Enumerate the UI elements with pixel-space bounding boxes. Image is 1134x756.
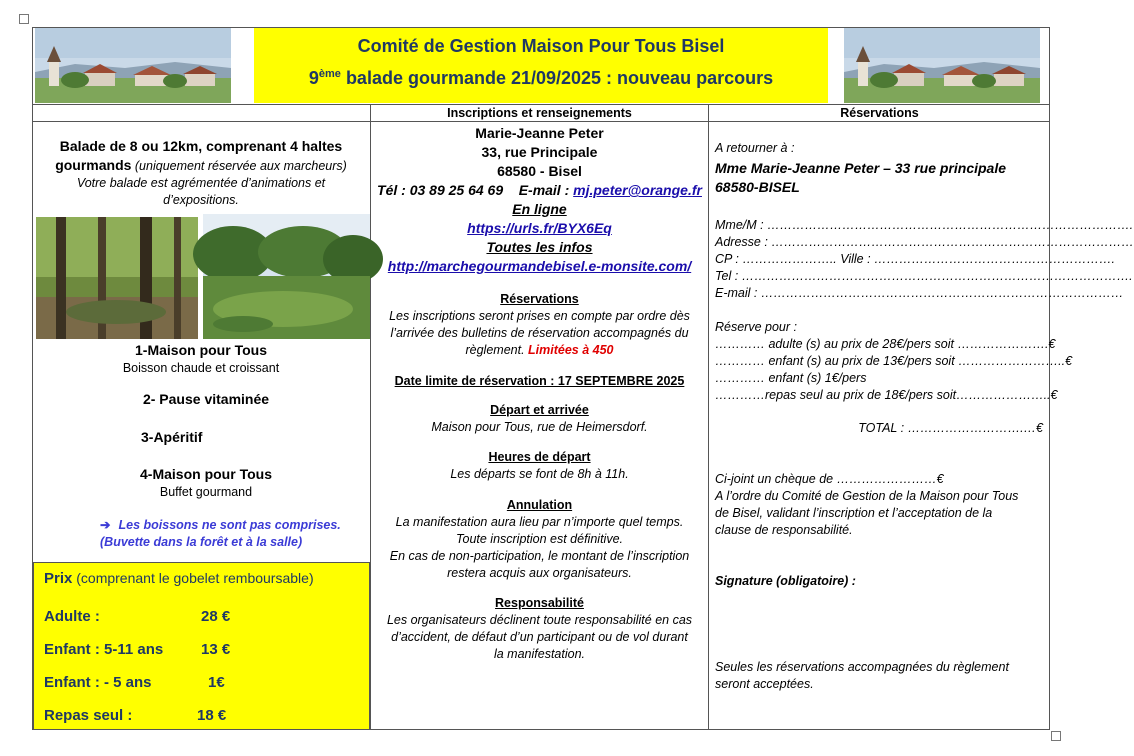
total-field[interactable]: TOTAL : ……………………….…€ bbox=[858, 421, 1043, 435]
name-field[interactable]: Mme/M : ……………………………………………………………………………. bbox=[715, 218, 1134, 232]
move-handle-icon[interactable] bbox=[19, 14, 29, 24]
header-divider bbox=[33, 104, 1050, 105]
small-child-quantity-field[interactable]: ………… enfant (s) 1€/pers bbox=[715, 371, 867, 385]
village-photo-right bbox=[844, 28, 1040, 103]
hours-info: Heures de départ Les départs se font de 8h à 11h. bbox=[450, 450, 629, 481]
drinks-note: ➔ Les boissons ne sont pas comprises. (Buvette dans la forêt et à la salle) bbox=[100, 518, 341, 549]
email-field[interactable]: E-mail : …………………………………………………………………………… bbox=[715, 286, 1124, 300]
contact-block: Marie-Jeanne Peter 33, rue Principale 68580 - Bisel Tél : 03 89 25 64 69 E-mail : mj.peter@orange.fr En ligne https://urls.fr/BYX6Eq Toutes les infos http://marchegourmandebisel.e-monsite.com/ bbox=[377, 125, 702, 274]
intro-text: Balade de 8 ou 12km, comprenant 4 haltes gourmands (uniquement réservée aux marcheurs) Votre balade est agrémentée d’animations et d’expositions. bbox=[55, 138, 347, 207]
price-value: 1€ bbox=[208, 674, 225, 691]
cheque-field[interactable]: Ci-joint un chèque de ……………………€ bbox=[715, 472, 944, 486]
price-row: Adulte : bbox=[44, 608, 100, 625]
price-value: 28 € bbox=[201, 608, 231, 625]
email-link[interactable]: mj.peter@orange.fr bbox=[573, 182, 702, 198]
phone-number: Tél : 03 89 25 64 69 bbox=[377, 182, 504, 198]
reservations-info: Réservations Les inscriptions seront prises en compte par ordre dès l’arrivée des bulletins de réservation accompagnés du règlement. Limitées à 450 bbox=[389, 292, 690, 357]
adult-quantity-field[interactable]: ………… adulte (s) au prix de 28€/pers soit ………………….€ bbox=[715, 337, 1056, 351]
colhead-divider bbox=[33, 121, 1050, 122]
child-quantity-field[interactable]: ………… enfant (s) au prix de 13€/pers soit ……………………..€ bbox=[715, 354, 1073, 368]
price-row: Enfant : - 5 ans bbox=[44, 674, 152, 691]
stop-3: 3-Apéritif bbox=[141, 429, 203, 445]
signature-field[interactable]: Signature (obligatoire) : bbox=[715, 574, 856, 588]
price-value: 18 € bbox=[197, 707, 227, 724]
website-link[interactable]: http://marchegourmandebisel.e-monsite.com/ bbox=[387, 258, 692, 274]
stop-1: 1-Maison pour Tous Boisson chaude et croissant bbox=[122, 342, 280, 375]
departure-info: Départ et arrivée Maison pour Tous, rue de Heimersdorf. bbox=[431, 403, 648, 434]
column-head-inscriptions: Inscriptions et renseignements bbox=[447, 106, 632, 120]
pond-photo bbox=[203, 214, 370, 339]
price-value: 13 € bbox=[201, 641, 231, 658]
registration-link[interactable]: https://urls.fr/BYX6Eq bbox=[467, 220, 612, 236]
price-row: Enfant : 5-11 ans bbox=[44, 641, 164, 658]
responsibility-info: Responsabilité Les organisateurs déclinent toute responsabilité en cas d’accident, de défaut d’un participant ou de vol durant la manifestation. bbox=[386, 596, 693, 661]
page-title: Comité de Gestion Maison Pour Tous Bisel bbox=[357, 36, 725, 56]
phone-field[interactable]: Tel : …………………………………………………………………………………. bbox=[715, 269, 1133, 283]
col-divider-2 bbox=[708, 104, 709, 730]
deadline: Date limite de réservation : 17 SEPTEMBRE 2025 bbox=[394, 374, 685, 388]
address-field[interactable]: Adresse : …………………………………………………………………………… bbox=[715, 235, 1134, 249]
column-head-reservations: Réservations bbox=[840, 106, 919, 120]
reservation-form: A retourner à : Mme Marie-Jeanne Peter – 33 rue principale 68580-BISEL Mme/M : ……………………………………………………………………………. Adresse : …………………………………………………………………………… CP : ………………….. Ville : …………………………………………………. Tel : …………………………………………………………………………………. E-mail : …………………………………………………………………………… Réserve pour : ………… adulte (s) au prix de 28€/pers soit ………………….€ ………… enfant (s) au prix de 13€/pers soit ……………………..€ ………… enfant (s) 1€/pers …………repas seul au prix de 18€/pers soit…………………..€ TOTAL : ……………………….…€ Ci-joint un chèque de ……………………€ A l’ordre du Comité de Gestion de la Maison pour Tous de Bisel, validant l’inscription et l’acceptation de la clause de responsabilité. Signature (obligatoire) : Seules les réservations accompagnées du règlement seront acceptées. bbox=[715, 141, 1134, 691]
price-heading: Prix (comprenant le gobelet remboursable) bbox=[44, 570, 314, 587]
arrow-right-icon: ➔ bbox=[100, 518, 111, 532]
event-subtitle: 9ème balade gourmande 21/09/2025 : nouveau parcours bbox=[308, 68, 774, 88]
city-field[interactable]: CP : ………………….. Ville : …………………………………………………. bbox=[715, 252, 1116, 266]
village-photo-left bbox=[35, 28, 231, 103]
price-row: Repas seul : bbox=[44, 707, 133, 724]
cancellation-info: Annulation La manifestation aura lieu par n’importe quel temps. Toute inscription est définitive. En cas de non-participation, le montant de l’inscription restera acquis aux organisateurs. bbox=[389, 498, 690, 580]
meal-only-quantity-field[interactable]: …………repas seul au prix de 18€/pers soit…………………..€ bbox=[715, 388, 1058, 402]
stop-2: 2- Pause vitaminée bbox=[142, 391, 270, 407]
forest-photo bbox=[36, 217, 198, 339]
resize-handle-icon[interactable] bbox=[1051, 731, 1061, 741]
stop-4: 4-Maison pour Tous Buffet gourmand bbox=[140, 466, 272, 499]
